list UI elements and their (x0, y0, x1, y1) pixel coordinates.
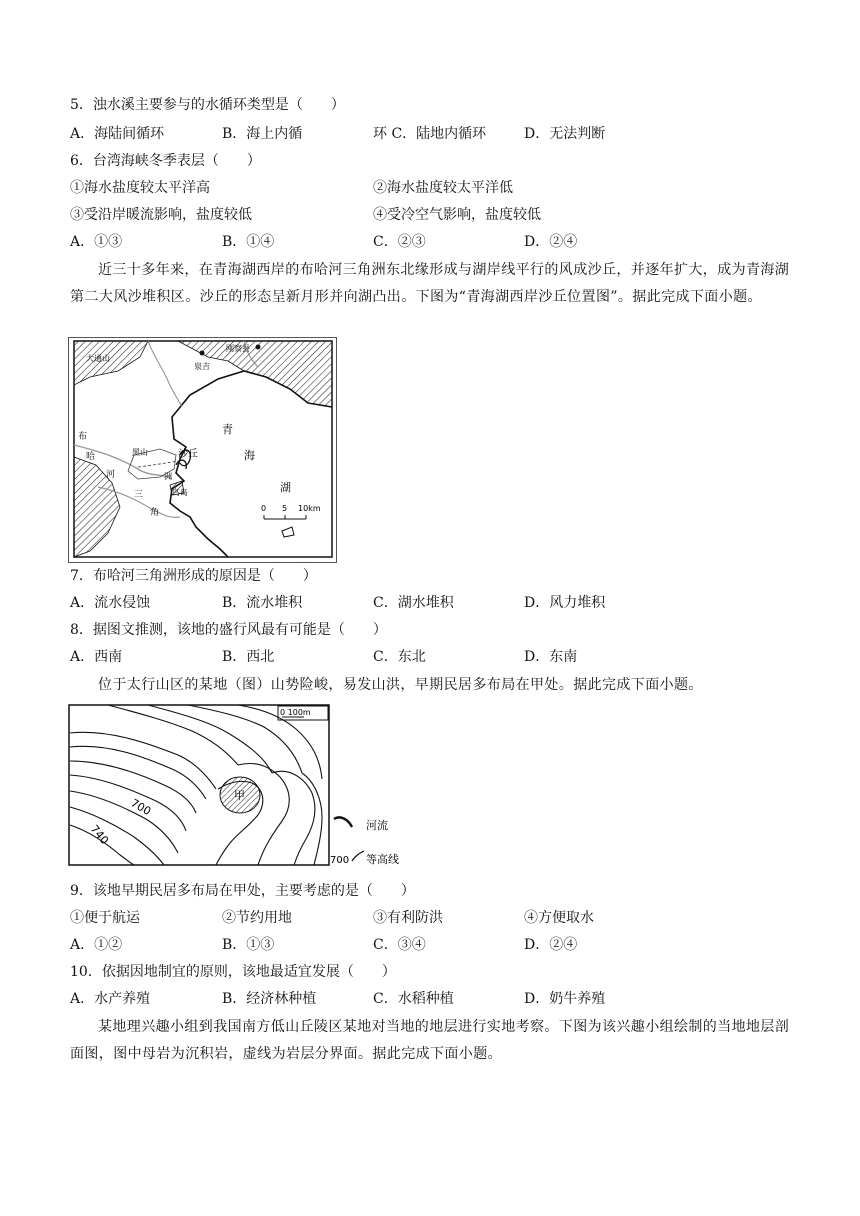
quanji-dot (200, 351, 205, 356)
label-hu: 湖 (280, 481, 291, 494)
svg-text:0: 0 (261, 504, 267, 513)
option-d[interactable]: D．无法判断 (524, 126, 606, 142)
passage-qinghai-lake: 近三十多年来，在青海湖西岸的布哈河三角洲东北缘形成与湖岸线平行的风成沙丘，并逐年扩大，成为青海湖第二大风沙堆积区。沙丘的形态呈新月形并向湖凸出。下图为“青海湖西岸沙丘位置图”。据此完成下面小题。 (70, 262, 790, 305)
label-niaodao: 鸟岛 (172, 488, 188, 497)
svg-text:5: 5 (282, 504, 288, 513)
map2-scale-bar (278, 706, 328, 720)
svg-text:0 100m: 0 100m (280, 708, 311, 717)
question-6-stem: 6．台湾海峡冬季表层（ ） (70, 153, 261, 169)
label-qing: 青 (222, 423, 233, 436)
label-san: 三 (134, 490, 144, 500)
label-zhou: 洲 (164, 472, 172, 481)
question-9-items (70, 908, 790, 928)
legend-river-label: 河流 (366, 819, 388, 832)
taihang-contour-map (68, 703, 412, 869)
question-7-stem: 7．布哈河三角洲形成的原因是（ ） (70, 568, 317, 584)
option-a[interactable]: A．水产养殖 (70, 991, 151, 1007)
option-a[interactable]: A．海陆间循环 (70, 126, 165, 142)
gangcha-dot (256, 345, 261, 350)
option-b[interactable]: B．海上内循 (222, 126, 303, 142)
svg-text:10km: 10km (298, 504, 321, 513)
option-d[interactable]: D．②④ (524, 234, 578, 250)
option-c[interactable]: C．东北 (373, 649, 426, 665)
question-10-stem: 10．依据因地制宜的原则，该地最适宜发展（ ） (70, 964, 396, 980)
question-10-options (70, 989, 790, 1009)
option-b[interactable]: B．西北 (222, 649, 275, 665)
option-a[interactable]: A．①② (70, 937, 123, 953)
label-bu: 布 (78, 432, 88, 442)
statement-4: ④受冷空气影响，盐度较低 (373, 207, 541, 223)
passage-taihang: 位于太行山区的某地（图）山势险峻，易发山洪，早期民居多布局在甲处。据此完成下面小题。 (98, 677, 703, 693)
option-a[interactable]: A．西南 (70, 649, 123, 665)
contour-label-700: 700 (128, 796, 154, 819)
option-c[interactable]: C．②③ (373, 234, 426, 250)
label-jiao: 角 (150, 508, 160, 518)
legend-contour-value: 700 (330, 855, 350, 866)
statement-1: ①海水盐度较太平洋高 (70, 180, 210, 196)
statement-2: ②节约用地 (222, 910, 292, 926)
question-8-options (70, 647, 790, 667)
label-quanji: 泉吉 (194, 362, 210, 371)
label-jia: 甲 (234, 789, 245, 802)
statement-4: ④方便取水 (524, 910, 594, 926)
passage-strata: 某地理兴趣小组到我国南方低山丘陵区某地对当地的地层进行实地考察。下图为该兴趣小组绘制的当地地层剖面图，图中母岩为沉积岩，虚线为岩层分界面。据此完成下面小题。 (70, 1019, 790, 1062)
question-9-options (70, 935, 790, 955)
question-8-stem: 8．据图文推测，该地的盛行风最有可能是（ ） (70, 622, 387, 638)
option-c[interactable]: 环 C．陆地内循环 (373, 126, 487, 142)
statement-3: ③有利防洪 (373, 910, 443, 926)
option-c[interactable]: C．水稻种植 (373, 991, 454, 1007)
option-b[interactable]: B．经济林种植 (222, 991, 317, 1007)
map2-legend (330, 817, 399, 866)
statement-3: ③受沿岸暖流影响，盐度较低 (70, 207, 252, 223)
option-b[interactable]: B．流水堆积 (222, 595, 303, 611)
legend-contour-label: 等高线 (366, 853, 399, 866)
statement-1: ①便于航运 (70, 910, 140, 926)
option-c[interactable]: C．湖水堆积 (373, 595, 454, 611)
label-ha: 哈 (86, 452, 96, 462)
contour-label-740: 740 (87, 822, 112, 848)
label-shaqiu: 沙丘 (178, 449, 198, 460)
label-hai: 海 (244, 449, 255, 462)
option-c[interactable]: C．③④ (373, 937, 426, 953)
legend-contour-symbol (352, 851, 364, 861)
option-d[interactable]: D．②④ (524, 937, 578, 953)
question-9-stem: 9．该地早期民居多布局在甲处，主要考虑的是（ ） (70, 883, 415, 899)
option-a[interactable]: A．①③ (70, 234, 123, 250)
question-6-options (70, 232, 790, 252)
question-5-options (70, 124, 790, 144)
question-5-stem: 5．浊水溪主要参与的水循环类型是（ ） (70, 97, 345, 113)
option-b[interactable]: B．①④ (222, 234, 275, 250)
option-a[interactable]: A．流水侵蚀 (70, 595, 151, 611)
label-datong: 大通山 (86, 354, 110, 363)
label-he: 河 (106, 470, 116, 480)
qinghai-lake-dune-map (68, 337, 338, 563)
question-6-items-row1 (70, 178, 790, 198)
option-d[interactable]: D．奶牛养殖 (524, 991, 606, 1007)
legend-river-symbol (334, 817, 352, 827)
option-d[interactable]: D．东南 (524, 649, 578, 665)
statement-2: ②海水盐度较太平洋低 (373, 180, 513, 196)
option-d[interactable]: D．风力堆积 (524, 595, 606, 611)
option-b[interactable]: B．①③ (222, 937, 275, 953)
question-6-items-row2 (70, 205, 790, 225)
label-gangcha: 刚察县 (226, 344, 250, 353)
question-7-options (70, 593, 790, 613)
label-heishan: 黑山 (132, 448, 148, 457)
